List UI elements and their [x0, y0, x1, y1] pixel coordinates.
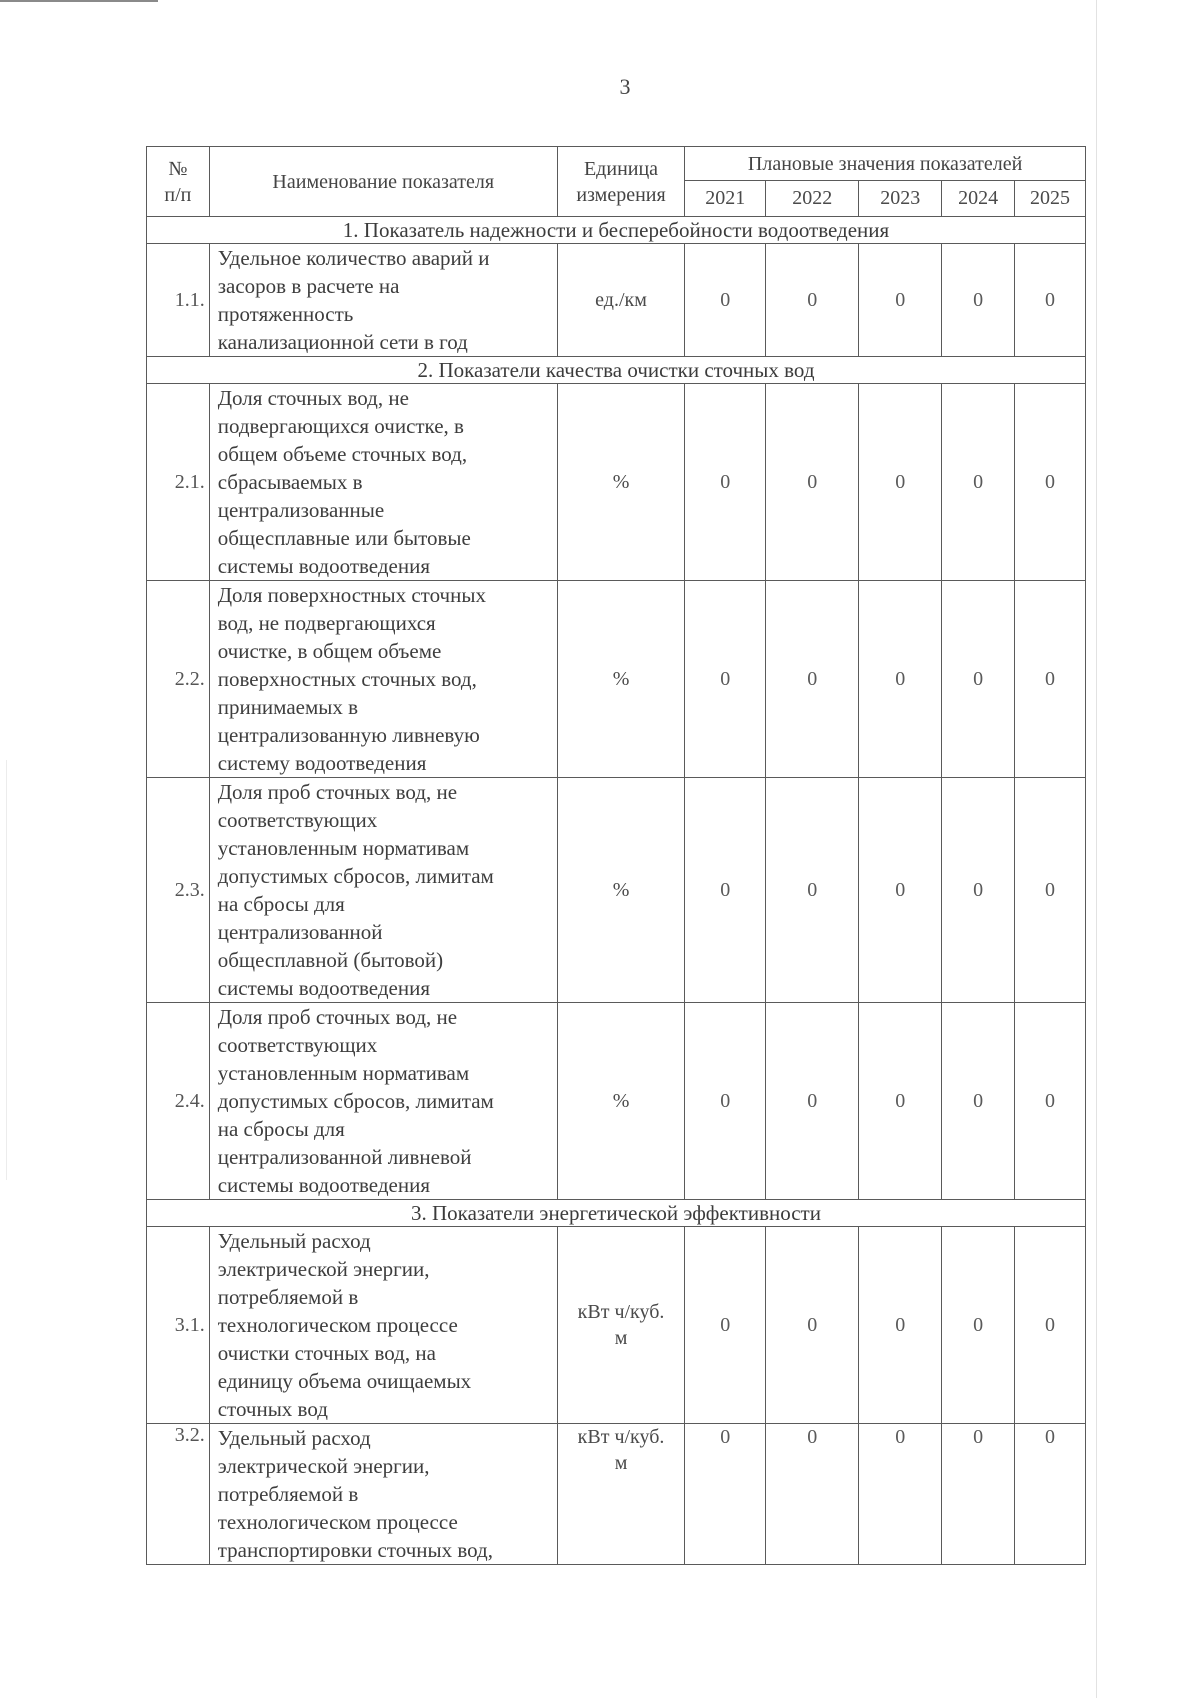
- row-name-line: принимаемых в: [217, 695, 359, 719]
- row-name-line: Доля проб сточных вод, не: [217, 1005, 458, 1029]
- row-name-line: общем объеме сточных вод,: [217, 442, 468, 466]
- row-value: 0: [1015, 778, 1086, 1003]
- row-value: 0: [942, 1003, 1015, 1200]
- row-name-line: Доля сточных вод, не: [217, 386, 409, 410]
- row-name-line: технологическом процессе: [217, 1313, 458, 1337]
- row-name-line: установленным нормативам: [217, 1061, 470, 1085]
- row-value: 0: [859, 778, 942, 1003]
- row-num: 2.1.: [147, 384, 210, 581]
- row-name-line: протяженность: [217, 302, 354, 326]
- row-name-line: Удельный расход: [217, 1426, 371, 1450]
- row-value: 0: [942, 778, 1015, 1003]
- row-unit-line: кВт ч/куб.: [577, 1426, 665, 1448]
- row-value: 0: [859, 581, 942, 778]
- row-name-line: установленным нормативам: [217, 836, 470, 860]
- scan-edge-left: [6, 760, 7, 1180]
- row-value: 0: [1015, 384, 1086, 581]
- table-row: [147, 581, 1086, 778]
- row-name-line: засоров в расчете на: [217, 274, 400, 298]
- header-year: 2022: [766, 181, 859, 217]
- section-row: [147, 217, 1086, 244]
- section-title: 1. Показатель надежности и бесперебойности водоотведения: [147, 217, 1086, 244]
- row-value: 0: [766, 244, 859, 357]
- row-num: 2.4.: [147, 1003, 210, 1200]
- row-value: 0: [1015, 244, 1086, 357]
- header-unit: [557, 147, 684, 217]
- row-name-line: технологическом процессе: [217, 1510, 458, 1534]
- row-name-line: Доля проб сточных вод, не: [217, 780, 458, 804]
- row-name-line: систему водоотведения: [217, 751, 427, 775]
- row-name-line: централизованной ливневой: [217, 1145, 472, 1169]
- section-title: 2. Показатели качества очистки сточных вод: [147, 357, 1086, 384]
- row-name-line: соответствующих: [217, 808, 378, 832]
- row-unit: %: [557, 384, 684, 581]
- row-value: 0: [766, 778, 859, 1003]
- row-num: 3.2.: [147, 1424, 210, 1565]
- row-value: 0: [859, 244, 942, 357]
- row-value: 0: [859, 1003, 942, 1200]
- row-unit: [557, 1424, 684, 1565]
- row-name-line: подвергающихся очистке, в: [217, 414, 464, 438]
- header-num-label: № п/п: [164, 157, 192, 206]
- section-title: 3. Показатели энергетической эффективности: [147, 1200, 1086, 1227]
- row-name-line: очистки сточных вод, на: [217, 1341, 436, 1365]
- row-value: 0: [685, 244, 766, 357]
- row-value: 0: [1015, 581, 1086, 778]
- row-value: 0: [766, 1227, 859, 1424]
- row-name-line: поверхностных сточных вод,: [217, 667, 477, 691]
- header-year: 2024: [942, 181, 1015, 217]
- scan-edge-right: [1096, 0, 1097, 1698]
- row-value: 0: [859, 1424, 942, 1565]
- indicators-table: [146, 146, 1086, 1565]
- row-unit-line: кВт ч/куб.: [577, 1301, 665, 1323]
- section-row: [147, 357, 1086, 384]
- header-year: 2025: [1015, 181, 1086, 217]
- row-unit: %: [557, 581, 684, 778]
- row-unit: ед./км: [557, 244, 684, 357]
- table-row: [147, 1003, 1086, 1200]
- row-name-line: Удельное количество аварий и: [217, 246, 490, 270]
- row-value: 0: [942, 1227, 1015, 1424]
- row-value: 0: [1015, 1003, 1086, 1200]
- table-row: [147, 244, 1086, 357]
- row-num: 2.3.: [147, 778, 210, 1003]
- row-name: [209, 384, 557, 581]
- row-name-line: очистке, в общем объеме: [217, 639, 442, 663]
- header-year: 2021: [685, 181, 766, 217]
- row-num: 1.1.: [147, 244, 210, 357]
- section-row: [147, 1200, 1086, 1227]
- row-value: 0: [685, 1003, 766, 1200]
- row-name-line: Удельный расход: [217, 1229, 371, 1253]
- row-value: 0: [766, 384, 859, 581]
- row-name-line: на сбросы для: [217, 892, 345, 916]
- row-num: 3.1.: [147, 1227, 210, 1424]
- row-name-line: допустимых сбросов, лимитам: [217, 864, 494, 888]
- row-value: 0: [766, 1424, 859, 1565]
- row-name-line: электрической энергии,: [217, 1257, 430, 1281]
- row-value: 0: [1015, 1424, 1086, 1565]
- row-name-line: канализационной сети в год: [217, 330, 468, 354]
- row-name-line: централизованные: [217, 498, 385, 522]
- row-name-line: единицу объема очищаемых: [217, 1369, 472, 1393]
- scan-edge-top: [0, 0, 158, 2]
- row-value: 0: [859, 1227, 942, 1424]
- table-row: [147, 384, 1086, 581]
- row-value: 0: [685, 384, 766, 581]
- row-name-line: транспортировки сточных вод,: [217, 1538, 493, 1562]
- row-unit: %: [557, 778, 684, 1003]
- row-value: 0: [942, 581, 1015, 778]
- row-name-line: сбрасываемых в: [217, 470, 363, 494]
- header-year: 2023: [859, 181, 942, 217]
- row-value: 0: [942, 244, 1015, 357]
- row-name-line: общесплавной (бытовой): [217, 948, 444, 972]
- row-num: 2.2.: [147, 581, 210, 778]
- header-num: [147, 147, 210, 217]
- row-unit-line: м: [614, 1452, 628, 1474]
- page-number: 3: [619, 74, 631, 99]
- row-value: 0: [942, 1424, 1015, 1565]
- table-row: [147, 1424, 1086, 1565]
- row-name-line: системы водоотведения: [217, 554, 430, 578]
- row-name-line: вод, не подвергающихся: [217, 611, 436, 635]
- row-name-line: допустимых сбросов, лимитам: [217, 1089, 494, 1113]
- row-value: 0: [685, 1227, 766, 1424]
- row-name-line: общесплавные или бытовые: [217, 526, 471, 550]
- row-value: 0: [859, 384, 942, 581]
- row-name: [209, 581, 557, 778]
- row-name-line: электрической энергии,: [217, 1454, 430, 1478]
- row-name-line: потребляемой в: [217, 1285, 359, 1309]
- row-name: [209, 778, 557, 1003]
- row-unit: [557, 1227, 684, 1424]
- row-name: [209, 1227, 557, 1424]
- row-name-line: на сбросы для: [217, 1117, 345, 1141]
- row-name-line: потребляемой в: [217, 1482, 359, 1506]
- row-name: [209, 1003, 557, 1200]
- row-value: 0: [685, 1424, 766, 1565]
- table-row: [147, 1227, 1086, 1424]
- row-value: 0: [766, 1003, 859, 1200]
- row-name-line: централизованной: [217, 920, 383, 944]
- row-name: [209, 1424, 557, 1565]
- row-name: [209, 244, 557, 357]
- row-value: 0: [685, 778, 766, 1003]
- row-value: 0: [685, 581, 766, 778]
- header-name: Наименование показателя: [209, 147, 557, 217]
- row-value: 0: [766, 581, 859, 778]
- row-value: 0: [1015, 1227, 1086, 1424]
- header-unit-label: Единица измерения: [576, 157, 666, 206]
- header-plan: Плановые значения показателей: [685, 147, 1086, 181]
- row-name-line: Доля поверхностных сточных: [217, 583, 486, 607]
- row-name-line: централизованную ливневую: [217, 723, 480, 747]
- row-name-line: системы водоотведения: [217, 1173, 430, 1197]
- row-name-line: сточных вод: [217, 1397, 328, 1421]
- row-unit-line: м: [614, 1327, 628, 1349]
- row-unit: %: [557, 1003, 684, 1200]
- row-name-line: соответствующих: [217, 1033, 378, 1057]
- row-value: 0: [942, 384, 1015, 581]
- table-row: [147, 778, 1086, 1003]
- row-name-line: системы водоотведения: [217, 976, 430, 1000]
